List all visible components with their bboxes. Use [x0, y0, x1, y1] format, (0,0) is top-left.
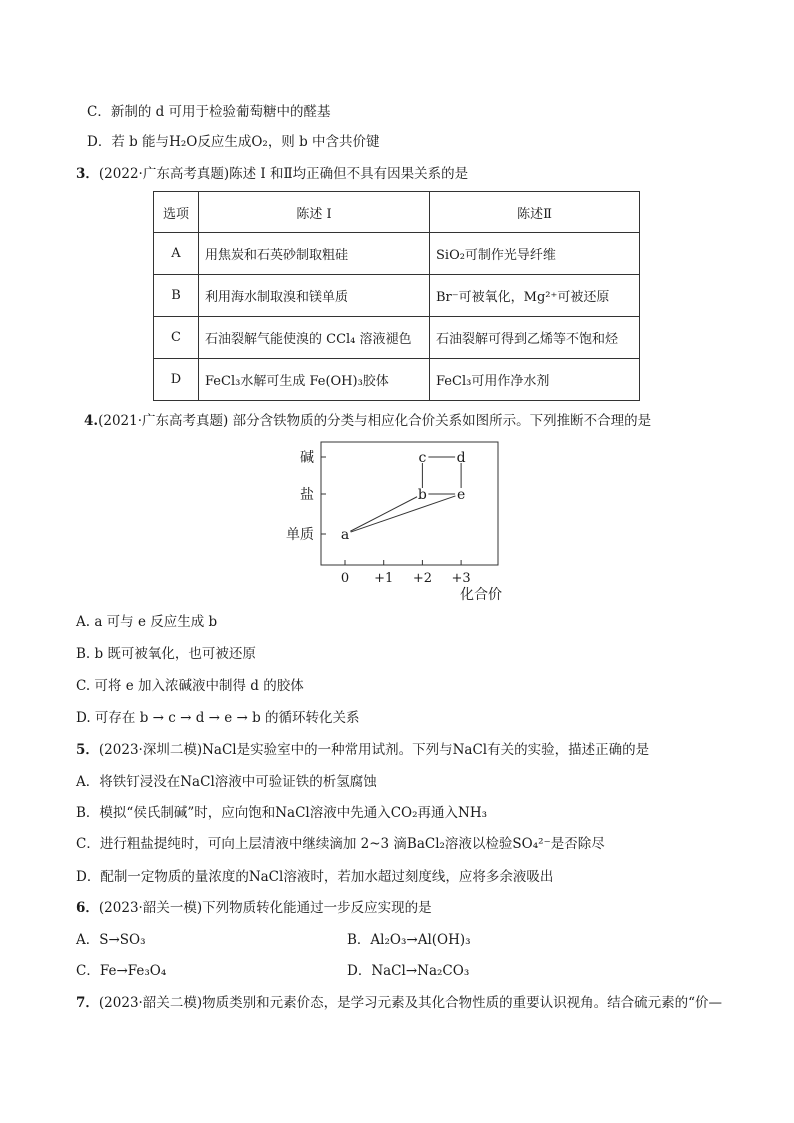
row-statement-2: Br⁻可被氧化，Mg²⁺可被还原 — [430, 275, 640, 317]
row-option: A — [154, 233, 199, 275]
q2-option-c: C．新制的 d 可用于检验葡萄糖中的醛基 — [87, 104, 331, 120]
point-label-e: e — [456, 487, 466, 503]
q7-stem: 7．(2023·韶关二模)物质类别和元素价态，是学习元素及其化合物性质的重要认识视角。结合硫元素的“价— — [76, 995, 722, 1011]
row-option: D — [154, 359, 199, 401]
q3-stem: 3．(2022·广东高考真题)陈述 I 和Ⅱ均正确但不具有因果关系的是 — [76, 166, 469, 182]
row-statement-1: FeCl₃水解可生成 Fe(OH)₃胶体 — [199, 359, 430, 401]
point-label-a: a — [340, 527, 350, 543]
q6-option-c: C．Fe→Fe₃O₄ — [76, 963, 167, 979]
q5-option-c: C．进行粗盐提纯时，可向上层清液中继续滴加 2~3 滴BaCl₂溶液以检验SO₄²⁻是否除尽 — [76, 836, 605, 852]
row-statement-1: 利用海水制取溴和镁单质 — [199, 275, 430, 317]
connection-line — [351, 496, 456, 532]
q5-option-a: A．将铁钉浸没在NaCl溶液中可验证铁的析氢腐蚀 — [76, 774, 377, 790]
q6-option-b: B．Al₂O₃→Al(OH)₃ — [347, 932, 471, 948]
q4-option-d: D. 可存在 b → c → d → e → b 的循环转化关系 — [76, 710, 360, 726]
point-label-d: d — [456, 450, 466, 466]
row-statement-2: FeCl₃可用作净水剂 — [430, 359, 640, 401]
q3-table — [153, 191, 640, 401]
q5-stem: 5．(2023·深圳二模)NaCl是实验室中的一种常用试剂。下列与NaCl有关的实验，描述正确的是 — [76, 742, 650, 758]
header-statement-1: 陈述 I — [199, 192, 430, 233]
x-tick-label: +3 — [451, 571, 471, 586]
x-axis-label: 化合价 — [460, 587, 502, 603]
table-header-row — [154, 192, 640, 233]
row-statement-1: 用焦炭和石英砂制取粗硅 — [199, 233, 430, 275]
table-row — [154, 233, 640, 275]
row-option: B — [154, 275, 199, 317]
header-statement-2: 陈述Ⅱ — [430, 192, 640, 233]
point-label-c: c — [418, 450, 427, 466]
table-row — [154, 359, 640, 401]
q6-stem: 6．(2023·韶关一模)下列物质转化能通过一步反应实现的是 — [76, 900, 432, 916]
q2-option-d: D．若 b 能与H₂O反应生成O₂，则 b 中含共价键 — [87, 134, 380, 150]
q4-option-c: C. 可将 e 加入浓碱液中制得 d 的胶体 — [76, 678, 304, 694]
x-tick-label: +1 — [374, 571, 394, 586]
q4-option-b: B. b 既可被氧化，也可被还原 — [76, 646, 256, 662]
iron-valence-chart — [280, 438, 520, 610]
y-tick-label: 单质 — [286, 527, 314, 543]
row-statement-2: 石油裂解可得到乙烯等不饱和烃 — [430, 317, 640, 359]
connection-line — [350, 497, 417, 531]
row-statement-2: SiO₂可制作光导纤维 — [430, 233, 640, 275]
row-statement-1: 石油裂解气能使溴的 CCl₄ 溶液褪色 — [199, 317, 430, 359]
q6-option-a: A．S→SO₃ — [76, 932, 146, 948]
row-option: C — [154, 317, 199, 359]
x-tick-label: +2 — [412, 571, 432, 586]
header-option: 选项 — [154, 192, 199, 233]
point-label-b: b — [417, 487, 427, 503]
table-row — [154, 317, 640, 359]
y-tick-label: 盐 — [300, 487, 314, 503]
q5-option-d: D．配制一定物质的量浓度的NaCl溶液时，若加水超过刻度线，应将多余液吸出 — [76, 869, 554, 885]
q4-stem: 4.(2021·广东高考真题) 部分含铁物质的分类与相应化合价关系如图所示。下列推断不合理的是 — [84, 413, 652, 429]
q4-option-a: A. a 可与 e 反应生成 b — [76, 614, 218, 630]
x-tick-label: 0 — [340, 571, 350, 586]
y-tick-label: 碱 — [300, 450, 314, 466]
q5-option-b: B．模拟“侯氏制碱”时，应向饱和NaCl溶液中先通入CO₂再通入NH₃ — [76, 805, 488, 821]
chart-frame — [321, 442, 498, 565]
table-row — [154, 275, 640, 317]
q6-option-d: D．NaCl→Na₂CO₃ — [347, 963, 470, 979]
